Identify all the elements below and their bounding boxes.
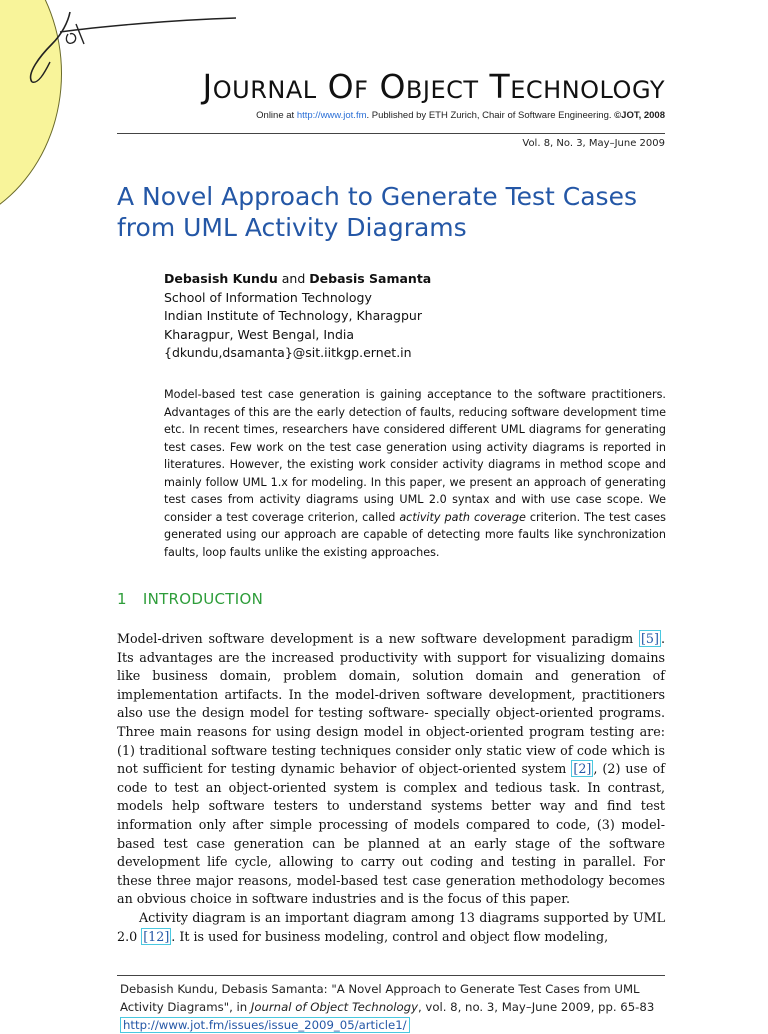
publication-info [117, 110, 665, 121]
abstract-uml-version1: 1.x [270, 475, 288, 489]
abstract-part4: criterion. The test cases generated using our approach are capable of detecting more faults like synchronization faults, loop faults unlike the existing approaches. [164, 510, 666, 559]
footer-citation-a: Debasish Kundu, Debasis Samanta: "A Novel Approach to Generate Test Cases from UML Activity Diagrams", in [120, 982, 640, 1014]
footer-journal-name: Journal of Object Technology [250, 1000, 418, 1014]
paper-title-line1: A Novel Approach to Generate Test Cases [117, 182, 637, 211]
abstract-part3: syntax and with use case scope. We consider a test coverage criterion, called [164, 493, 666, 524]
online-prefix: Online at [256, 110, 297, 121]
author-block [164, 270, 644, 363]
section-title: INTRODUCTION [142, 590, 264, 608]
abstract-coverage-term: activity path coverage [399, 510, 526, 524]
paragraph-1 [117, 630, 665, 909]
author-conjunction: and [281, 271, 306, 286]
volume-info: Vol. 8, No. 3, May–June 2009 [522, 138, 665, 149]
author-email: {dkundu,dsamanta}@sit.iitkgp.ernet.in [164, 345, 412, 360]
citation-footer [120, 980, 668, 1034]
paper-title-line2: from UML Activity Diagrams [117, 213, 467, 242]
citation-link-2[interactable]: [2] [573, 761, 592, 777]
p2-text-a: Activity diagram is an important diagram among 13 diagrams supported by UML 2.0 [117, 909, 665, 944]
affiliation-location: Kharagpur, West Bengal, India [164, 326, 355, 342]
paper-title [117, 181, 677, 243]
abstract-part1: Model-based test case generation is gaining acceptance to the software practitioners. Advantages of this are the early detection of faults, reducing software development time etc. In recent times, researchers have considered different UML diagrams for generating test cases. Few work on the test case generation using activity diagrams is reported in literatures. However, the existing work consider activity diagrams in method scope and mainly follow UML [164, 388, 666, 489]
affiliation-institute: Indian Institute of Technology, Kharagpur [164, 308, 422, 323]
section-heading-introduction [117, 590, 263, 608]
article-url-link[interactable]: http://www.jot.fm/issues/issue_2009_05/article1/ [120, 1017, 410, 1033]
online-suffix: . Published by ETH Zurich, Chair of Software Engineering. [366, 110, 615, 121]
citation-link-5[interactable]: [5] [640, 631, 659, 646]
abstract-part2: for modeling. In this paper, we present an approach of generating test cases from activity diagrams using UML [164, 475, 666, 506]
citation-link-12[interactable]: [12] [143, 928, 170, 944]
p1-text-a: Model-driven software development is a new software development paradigm [117, 631, 639, 646]
copyright-notice: ©JOT, 2008 [614, 110, 665, 121]
journal-title-text: JOURNAL OF OBJECT TECHNOLOGY [202, 67, 665, 106]
p1-text-b: . Its advantages are the increased productivity with support for visualizing domains like business domain, problem domain, solution domain and generation of implementation artifacts. In the model-driven software development, practitioners also use the design model for testing software- specially object-oriented programs. Three main reasons for using design model in object-oriented program testing are: (1) traditional software testing techniques consider only static view of code which is not sufficient for testing dynamic behavior of object-oriented system [117, 631, 665, 777]
affiliation-school: School of Information Technology [164, 289, 372, 305]
abstract [164, 386, 666, 561]
p2-text-b: . It is used for business modeling, control and object flow modeling, [171, 928, 609, 944]
paragraph-2 [117, 909, 665, 946]
footer-rule [117, 975, 665, 976]
author-2: Debasis Samanta [309, 271, 432, 286]
p1-text-c: , (2) use of code to test an object-oriented system is complex and tedious task. In contrast, models help software testers to understand systems better way and find test information only after simple processing of models compared to code, (3) model-based test case generation can be planned at an early stage of the software development life cycle, allowing to carry out coding and testing in parallel. For these three major reasons, model-based test case generation methodology becomes an obvious choice in software industries and is the focus of this paper. [117, 761, 665, 907]
author-1: Debasish Kundu [164, 271, 278, 286]
section-number: 1 [117, 590, 127, 608]
author-names [164, 270, 644, 289]
introduction-body [117, 630, 665, 946]
footer-citation-b: , vol. 8, no. 3, May–June 2009, pp. 65-83 [418, 1000, 655, 1014]
header-rule [117, 133, 665, 134]
journal-website-link[interactable]: http://www.jot.fm [296, 110, 367, 121]
journal-title [117, 67, 665, 106]
abstract-uml-version2: 2.0 [428, 493, 447, 506]
